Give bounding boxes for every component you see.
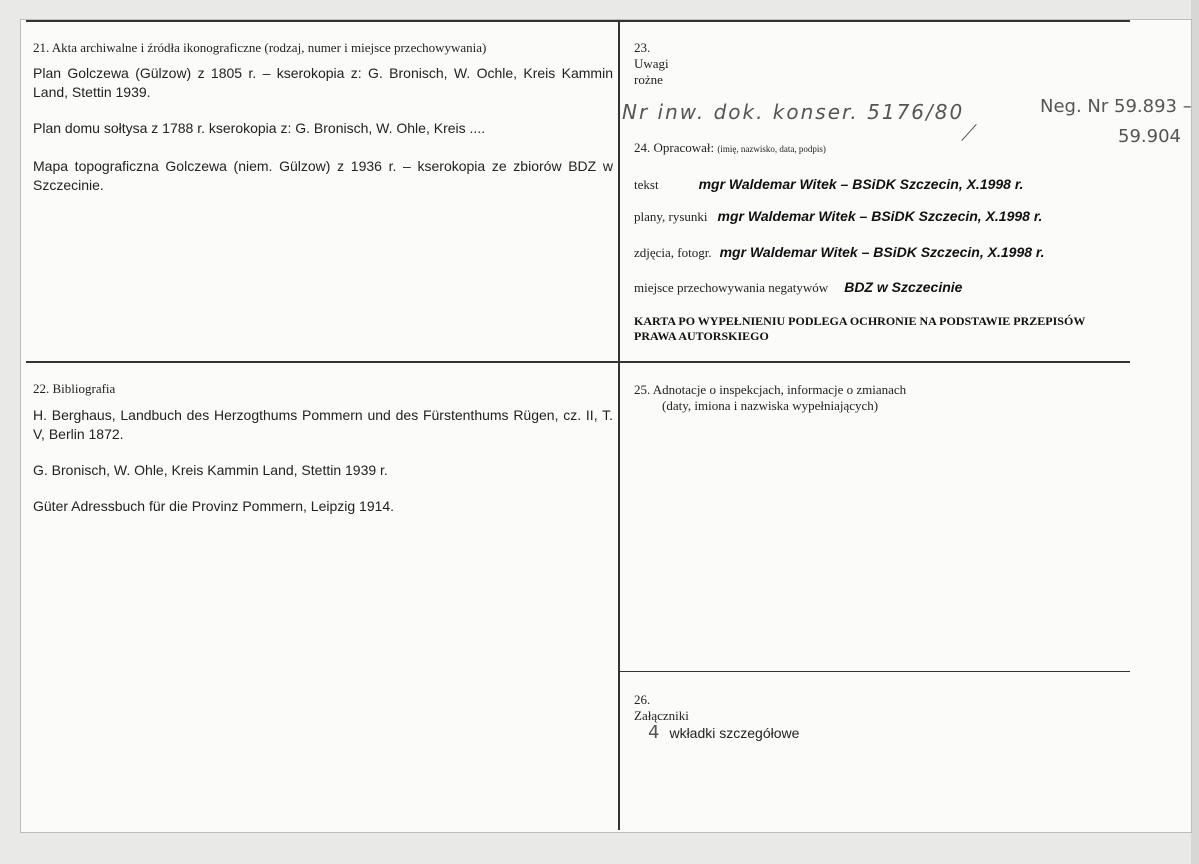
section-21-label: 21. Akta archiwalne i źródła ikonograficzne (rodzaj, numer i miejsce przechowywania) [33,40,487,55]
column-divider [618,20,620,830]
attachments-entry [648,722,799,743]
copyright-notice: KARTA PO WYPEŁNIENIU PODLEGA OCHRONIE NA PODSTAWIE PRZEPISÓW PRAWA AUTORSKIEGO [634,314,1086,343]
handwritten-negative-numbers: Neg. Nr 59.893 – [1040,96,1192,117]
negatives-location-row [634,279,962,297]
section-22-entry-2: G. Bronisch, W. Ohle, Kreis Kammin Land, Stettin 1939 r. [33,462,388,478]
section-21-entry-1: Plan Golczewa (Gülzow) z 1805 r. – kserokopia z: G. Bronisch, W. Ochle, Kreis Kammin Land, Stettin 1939. [33,65,613,100]
prepared-row-text-key: tekst [634,177,659,192]
handwritten-inventory-note: Nr inw. dok. konser. 5176/80 [622,100,965,124]
prepared-row-plans-key: plany, rysunki [634,209,708,224]
section-21-entry-2: Plan domu sołtysa z 1788 r. kserokopia z: G. Bronisch, W. Ohle, Kreis .... [33,120,486,136]
prepared-row-photos-value: mgr Waldemar Witek – BSiDK Szczecin, X.1998 r. [719,244,1045,260]
negatives-location-value: BDZ w Szczecinie [844,279,963,295]
section-23-label: 23. Uwagi rożne [634,40,669,87]
attachments-rule [620,671,1130,672]
prepared-row-plans-value: mgr Waldemar Witek – BSiDK Szczecin, X.1998 r. [717,208,1043,224]
prepared-row-text [634,176,1023,194]
prepared-row-plans [634,208,1042,226]
attachments-description: wkładki szczegółowe [669,725,800,741]
section-26-label: 26. Załączniki [634,692,689,723]
scan-edge-shadow [1191,0,1199,864]
section-22-label: 22. Bibliografia [33,381,116,396]
section-22-entry-1: H. Berghaus, Landbuch des Herzogthums Pommern und des Fürstenthums Rügen, cz. II, T. V, Berlin 1872. [33,407,613,442]
section-24-title: 24. Opracował: [634,140,715,155]
prepared-row-photos [634,244,1044,262]
attachments-count: 4 [648,722,660,743]
section-25-label: 25. Adnotacje o inspekcjach, informacje o zmianach [634,382,907,397]
handwritten-negative-numbers-end: 59.904 [1118,126,1181,147]
section-25-sublabel: (daty, imiona i nazwiska wypełniających) [662,398,879,413]
section-21-entry-3: Mapa topograficzna Golczewa (niem. Gülzow) z 1936 r. – kserokopia ze zbiorów BDZ w Szczecinie. [33,158,613,193]
section-24-label [634,140,826,157]
top-rule [26,20,1130,22]
prepared-row-text-value: mgr Waldemar Witek – BSiDK Szczecin, X.1998 r. [698,176,1024,192]
negatives-location-label: miejsce przechowywania negatywów [634,280,829,295]
middle-rule [26,361,1130,363]
section-24-title-note: (imię, nazwisko, data, podpis) [717,144,826,154]
section-22-entry-3: Güter Adressbuch für die Provinz Pommern, Leipzig 1914. [33,498,395,514]
prepared-row-photos-key: zdjęcia, fotogr. [634,245,712,260]
